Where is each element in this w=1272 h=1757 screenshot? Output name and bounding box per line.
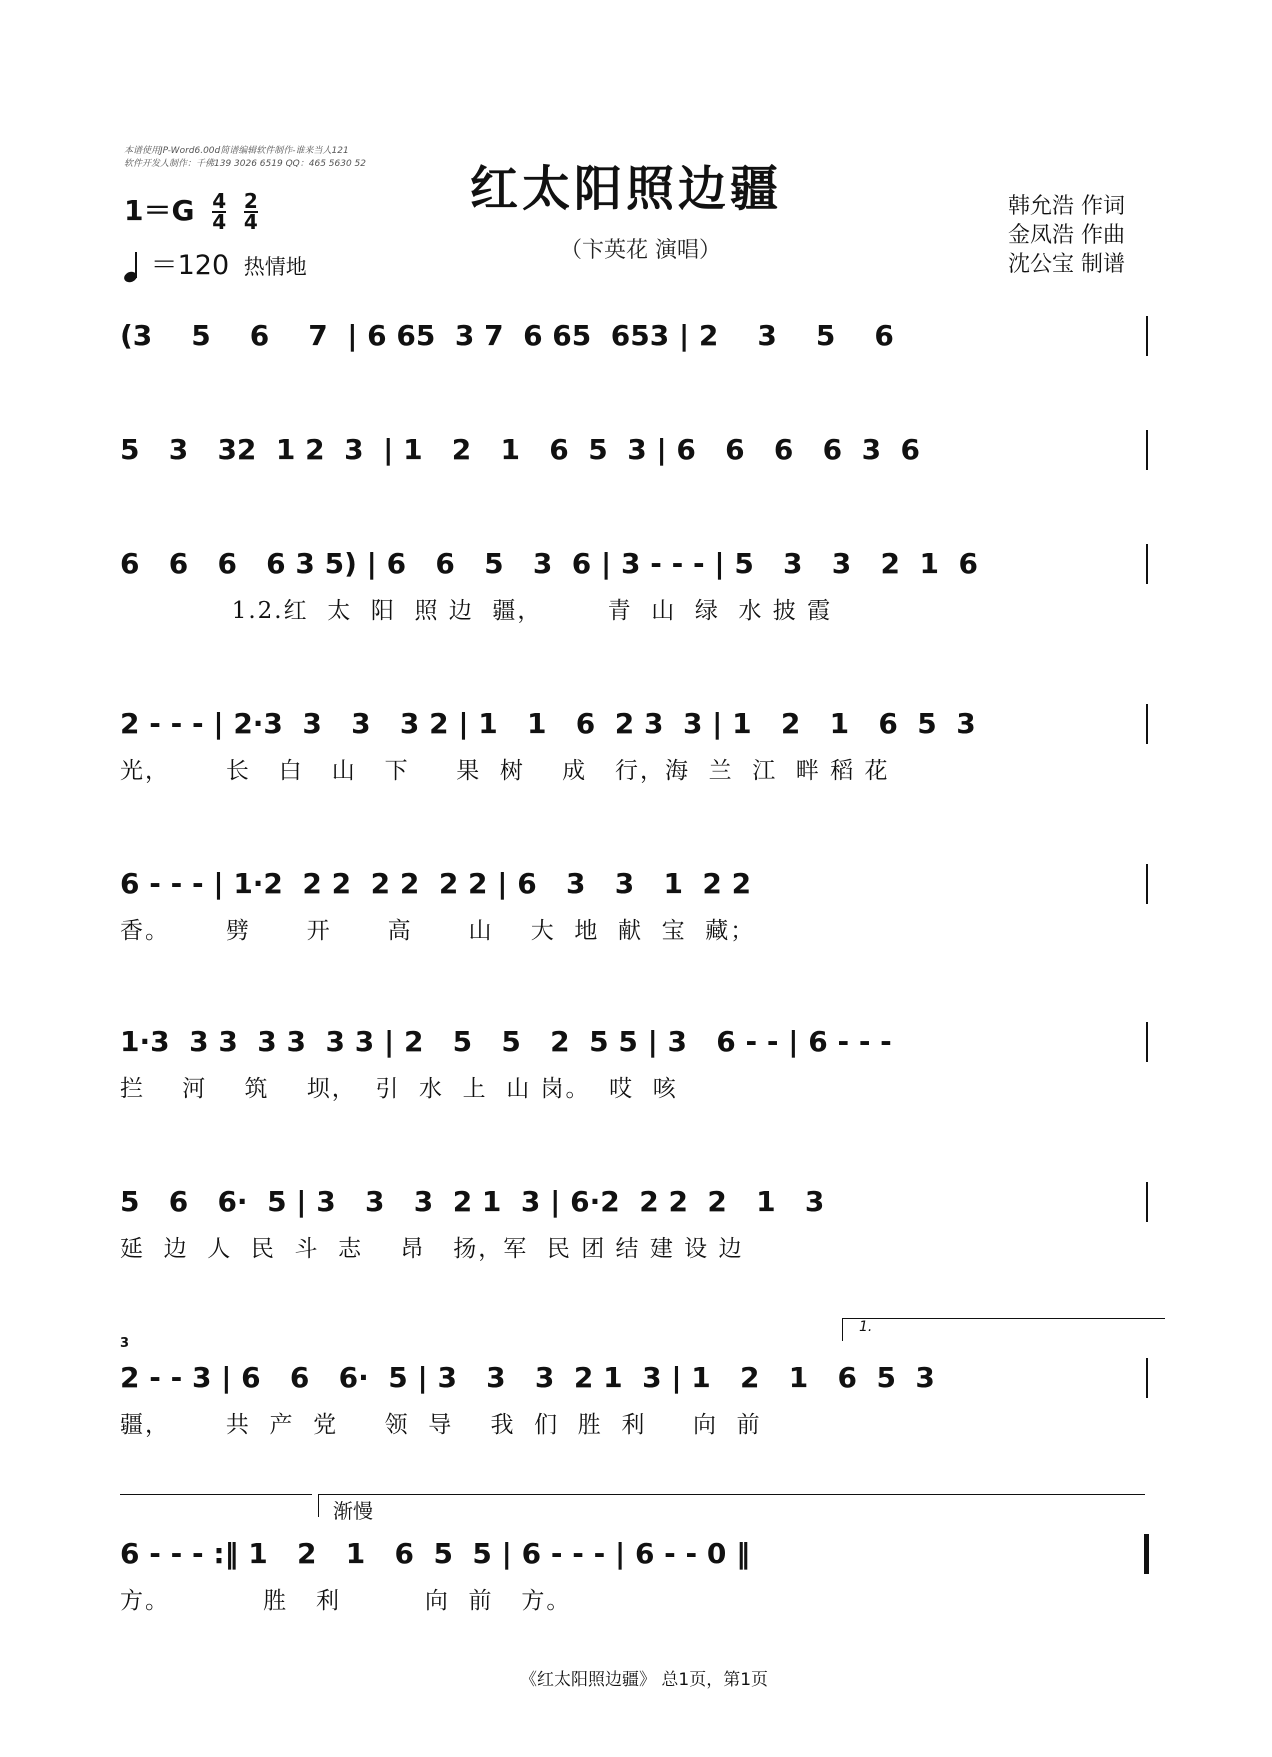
volta-first-ending [842, 1318, 1165, 1341]
barline [1146, 316, 1148, 356]
volta-first-ending-continued [120, 1494, 312, 1495]
singer-credit: （卞英花 演唱） [560, 238, 721, 263]
watermark-line-1: 本谱使用JP-Word6.00d简谱编辑软件制作-谁来当人121 [124, 146, 349, 156]
score-row-7 [120, 1178, 1150, 1262]
lyrics-row-7: 延 边 人 民 斗 志 昂 扬，军 民 团 结 建 设 边 [120, 1236, 744, 1262]
notes-row-5: 6 - - - | 1·2 2 2 2 2 2 2 | 6 3 3 1 2 2 [120, 867, 752, 900]
lyrics-row-6: 拦 河 筑 坝， 引 水 上 山 岗。 哎 咳 [120, 1076, 678, 1102]
quarter-note-icon [124, 252, 142, 282]
software-watermark [124, 145, 366, 171]
notes-row-3: 6 6 6 6 3 5) | 6 6 5 3 6 | 3 - - - | 5 3 3 2 1 6 [120, 547, 978, 580]
score-row-2 [120, 426, 1150, 496]
key-signature [124, 189, 258, 232]
notes-row-8: 2 - - 3 | 6 6 6· 5 | 3 3 3 2 1 3 | 1 2 1 6 5 3 [120, 1361, 935, 1394]
score-row-5 [120, 860, 1150, 944]
notes-row-7: 5 6 6· 5 | 3 3 3 2 1 3 | 6·2 2 2 2 1 3 [120, 1185, 825, 1218]
score-row-9 [120, 1499, 1150, 1614]
final-barline [1144, 1534, 1149, 1574]
lyricist-credit: 韩允浩 作词 [1008, 194, 1125, 219]
score-row-3 [120, 540, 1150, 624]
rit-bracket [318, 1494, 1145, 1523]
volta-label: 1. [859, 1319, 873, 1335]
lyrics-row-3: 1.2.红 太 阳 照 边 疆， 青 山 绿 水 披 霞 [120, 598, 833, 624]
score-row-4 [120, 700, 1150, 784]
grace-note: 3 [120, 1336, 130, 1351]
notes-row-9: 6 - - - :‖ 1 2 1 6 5 5 | 6 - - - | 6 - - 0 ‖ [120, 1537, 751, 1570]
lyrics-row-5: 香。 劈 开 高 山 大 地 献 宝 藏； [120, 918, 756, 944]
page-footer: 《红太阳照边疆》 总1页，第1页 [520, 1670, 769, 1690]
barline [1146, 864, 1148, 904]
barline [1146, 544, 1148, 584]
lyrics-row-9: 方。 胜 利 向 前 方。 [120, 1588, 572, 1614]
barline [1146, 1358, 1148, 1398]
lyrics-row-4: 光， 长 白 山 下 果 树 成 行，海 兰 江 畔 稻 花 [120, 758, 890, 784]
score-row-6 [120, 1018, 1150, 1102]
composer-credit: 金凤浩 作曲 [1008, 223, 1125, 248]
notes-row-2: 5 3 32 1 2 3 | 1 2 1 6 5 3 | 6 6 6 6 3 6 [120, 433, 921, 466]
meter-2-numerator: 2 [243, 189, 258, 213]
notes-row-4: 2 - - - | 2·3 3 3 3 2 | 1 1 6 2 3 3 | 1 2 1 6 5 3 [120, 707, 976, 740]
barline [1146, 1182, 1148, 1222]
score-row-8 [120, 1319, 1150, 1438]
arranger-credit: 沈公宝 制谱 [1008, 252, 1125, 277]
lyrics-row-8: 疆， 共 产 党 领 导 我 们 胜 利 向 前 [120, 1412, 762, 1438]
barline [1146, 1022, 1148, 1062]
barline [1146, 430, 1148, 470]
rit-label: 渐慢 [333, 1499, 373, 1523]
time-signature-2 [243, 189, 258, 234]
barline [1146, 704, 1148, 744]
meter-2-denominator: 4 [243, 210, 258, 234]
score-row-1 [120, 312, 1150, 382]
meter-1-denominator: 4 [212, 210, 227, 234]
meter-1-numerator: 4 [212, 189, 227, 213]
tempo-expression: 热情地 [243, 255, 307, 279]
time-signature-1 [212, 189, 227, 234]
tempo-value: ＝120 [150, 250, 230, 281]
notes-row-6: 1·3 3 3 3 3 3 3 | 2 5 5 2 5 5 | 3 6 - - | 6 - - - [120, 1025, 892, 1058]
key-label: 1＝G [124, 194, 195, 227]
notes-row-1: (3 5 6 7 | 6 65 3 7 6 65 653 | 2 3 5 6 [120, 319, 894, 352]
watermark-line-2: 软件开发人制作：千佛139 3026 6519 QQ：465 5630 52 [124, 159, 366, 169]
song-title: 红太阳照边疆 [470, 161, 783, 217]
tempo-marking [124, 243, 307, 282]
credits-block [1008, 192, 1125, 279]
